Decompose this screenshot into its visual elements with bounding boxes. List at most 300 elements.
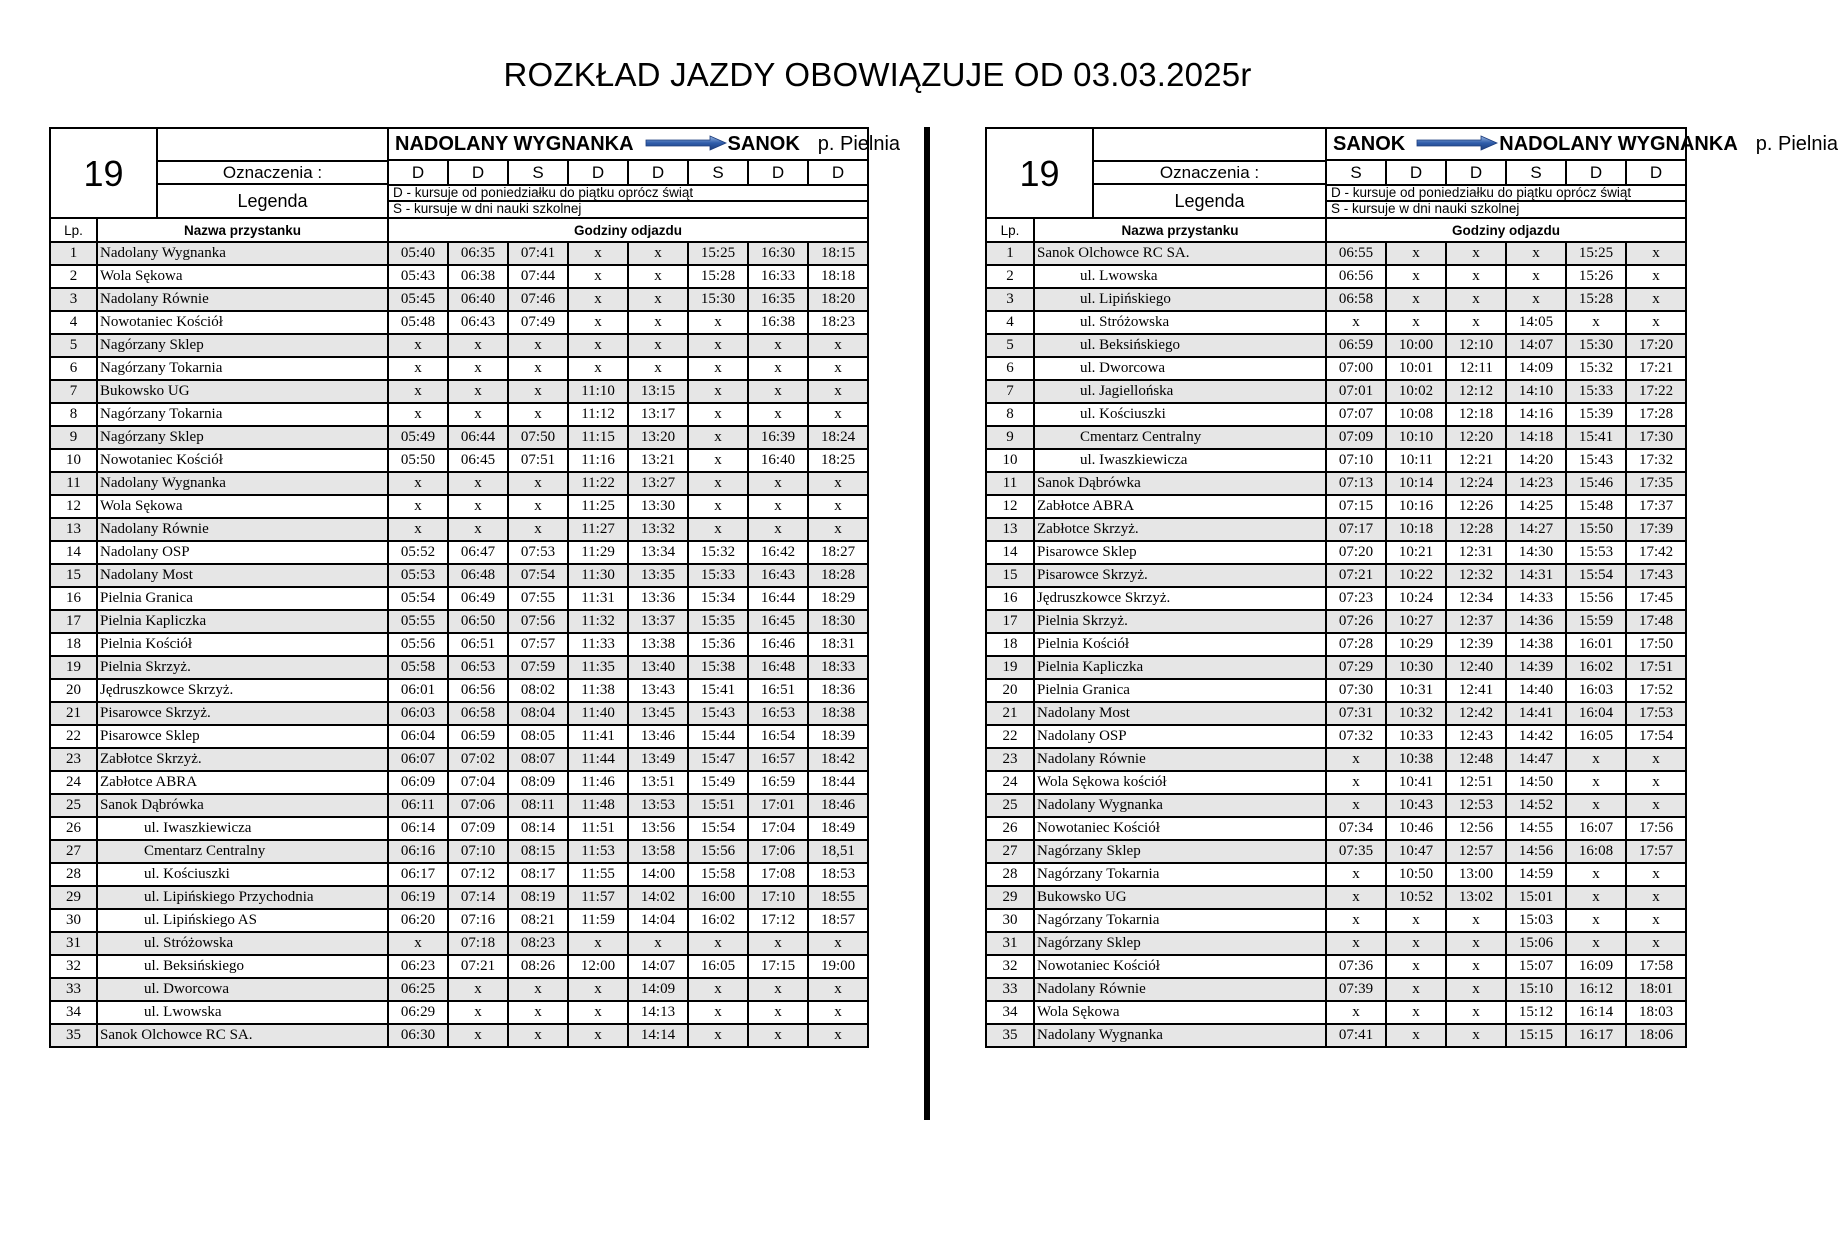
timetable-body: [50, 128, 901, 1047]
departure-time: 15:15: [1506, 1024, 1566, 1047]
legend-label: Legenda: [1174, 190, 1245, 211]
departure-time: 15:49: [688, 771, 748, 794]
departure-time: 14:33: [1506, 587, 1566, 610]
departure-time: 14:31: [1506, 564, 1566, 587]
stop-name: Pisarowce Sklep: [97, 725, 388, 748]
stop-name: ul. Iwaszkiewicza: [1034, 449, 1326, 472]
departure-time: x: [688, 380, 748, 403]
departure-time: 13:38: [628, 633, 688, 656]
departure-time: 13:45: [628, 702, 688, 725]
row-number: 29: [50, 886, 97, 909]
departure-time: x: [808, 1001, 868, 1024]
departure-time: 07:10: [448, 840, 508, 863]
departure-time: 06:09: [388, 771, 448, 794]
departure-time: 06:23: [388, 955, 448, 978]
departure-time: 15:07: [1506, 955, 1566, 978]
departure-time: x: [448, 334, 508, 357]
row-number: 2: [50, 265, 97, 288]
departure-time: 06:59: [1326, 334, 1386, 357]
row-number: 7: [986, 380, 1034, 403]
departure-time: 11:40: [568, 702, 628, 725]
departure-time: 15:25: [688, 242, 748, 265]
departure-time: x: [1566, 863, 1626, 886]
route-title: [1326, 128, 1838, 160]
departure-time: 15:32: [1566, 357, 1626, 380]
departure-time: x: [688, 334, 748, 357]
stop-name: Pielnia Kapliczka: [97, 610, 388, 633]
departure-time: 05:52: [388, 541, 448, 564]
stop-name: ul. Lwowska: [97, 1001, 388, 1024]
table-row: [986, 748, 1686, 771]
departure-time: 06:43: [448, 311, 508, 334]
table-row: [986, 288, 1686, 311]
departure-time: 05:53: [388, 564, 448, 587]
departure-time: 06:01: [388, 679, 448, 702]
col-lp: Lp.: [50, 218, 97, 242]
departure-time: x: [448, 978, 508, 1001]
departure-time: x: [1566, 932, 1626, 955]
row-number: 11: [50, 472, 97, 495]
departure-time: 14:59: [1506, 863, 1566, 886]
departure-time: 12:20: [1446, 426, 1506, 449]
departure-time: x: [448, 357, 508, 380]
departure-time: 13:49: [628, 748, 688, 771]
departure-time: 13:37: [628, 610, 688, 633]
departure-time: 15:54: [1566, 564, 1626, 587]
departure-time: 06:49: [448, 587, 508, 610]
departure-time: 15:43: [688, 702, 748, 725]
departure-time: 06:07: [388, 748, 448, 771]
departure-time: 16:35: [748, 288, 808, 311]
departure-time: 12:00: [568, 955, 628, 978]
departure-time: 15:33: [688, 564, 748, 587]
departure-time: 15:53: [1566, 541, 1626, 564]
departure-time: 05:48: [388, 311, 448, 334]
stop-name: ul. Stróżowska: [97, 932, 388, 955]
departure-time: 06:16: [388, 840, 448, 863]
table-row: [50, 725, 868, 748]
departure-time: 13:43: [628, 679, 688, 702]
departure-time: 10:31: [1386, 679, 1446, 702]
departure-time: 18:31: [808, 633, 868, 656]
table-row: [50, 909, 868, 932]
departure-time: 12:57: [1446, 840, 1506, 863]
departure-time: x: [1326, 886, 1386, 909]
departure-time: x: [748, 403, 808, 426]
departure-time: 18:44: [808, 771, 868, 794]
stop-name: Sanok Dąbrówka: [97, 794, 388, 817]
departure-time: 16:33: [748, 265, 808, 288]
departure-time: 05:45: [388, 288, 448, 311]
departure-time: 11:33: [568, 633, 628, 656]
departure-time: 10:47: [1386, 840, 1446, 863]
row-number: 31: [986, 932, 1034, 955]
departure-time: 07:23: [1326, 587, 1386, 610]
departure-time: 18:55: [808, 886, 868, 909]
table-row: [986, 426, 1686, 449]
departure-time: x: [748, 932, 808, 955]
departure-time: 18:46: [808, 794, 868, 817]
departure-time: 16:48: [748, 656, 808, 679]
departure-time: 07:55: [508, 587, 568, 610]
departure-time: 06:20: [388, 909, 448, 932]
row-number: 12: [50, 495, 97, 518]
departure-time: 10:52: [1386, 886, 1446, 909]
departure-time: 18:23: [808, 311, 868, 334]
route-title: [388, 128, 901, 160]
stop-name: Sanok Olchowce RC SA.: [97, 1024, 388, 1047]
departure-time: 13:02: [1446, 886, 1506, 909]
schedule-code: D: [628, 160, 688, 184]
departure-time: 15:12: [1506, 1001, 1566, 1024]
departure-time: 07:35: [1326, 840, 1386, 863]
stop-name: Bukowsko UG: [1034, 886, 1326, 909]
col-stop-name: Nazwa przystanku: [97, 218, 388, 242]
departure-time: x: [1326, 1001, 1386, 1024]
departure-time: 17:51: [1626, 656, 1686, 679]
departure-time: 14:36: [1506, 610, 1566, 633]
row-number: 14: [986, 541, 1034, 564]
departure-time: 14:25: [1506, 495, 1566, 518]
departure-time: 11:29: [568, 541, 628, 564]
col-stop-name: Nazwa przystanku: [1034, 218, 1326, 242]
departure-time: 15:33: [1566, 380, 1626, 403]
table-row: [986, 794, 1686, 817]
line-number: 19: [51, 129, 158, 217]
stop-name: Nowotaniec Kościół: [1034, 955, 1326, 978]
departure-time: 15:56: [688, 840, 748, 863]
departure-time: 18:53: [808, 863, 868, 886]
departure-time: x: [568, 334, 628, 357]
departure-time: 16:38: [748, 311, 808, 334]
departure-time: x: [688, 311, 748, 334]
departure-time: 08:26: [508, 955, 568, 978]
table-row: [50, 403, 868, 426]
departure-time: 14:52: [1506, 794, 1566, 817]
table-row: [50, 794, 868, 817]
departure-time: 06:44: [448, 426, 508, 449]
departure-time: x: [568, 932, 628, 955]
header-labels: [1094, 129, 1325, 217]
departure-time: 15:44: [688, 725, 748, 748]
table-row: [50, 863, 868, 886]
departure-time: 07:01: [1326, 380, 1386, 403]
row-number: 24: [986, 771, 1034, 794]
stop-name: Wola Sękowa: [97, 495, 388, 518]
departure-time: x: [688, 518, 748, 541]
departure-time: x: [388, 357, 448, 380]
departure-time: 07:07: [1326, 403, 1386, 426]
row-number: 4: [50, 311, 97, 334]
departure-time: 10:14: [1386, 472, 1446, 495]
row-number: 13: [50, 518, 97, 541]
departure-time: x: [748, 1024, 808, 1047]
departure-time: 18:29: [808, 587, 868, 610]
departure-time: 18:06: [1626, 1024, 1686, 1047]
departure-time: 17:50: [1626, 633, 1686, 656]
departure-time: x: [1386, 932, 1446, 955]
departure-time: x: [808, 357, 868, 380]
departure-time: 13:17: [628, 403, 688, 426]
row-number: 28: [50, 863, 97, 886]
departure-time: x: [1566, 886, 1626, 909]
row-number: 23: [50, 748, 97, 771]
row-number: 28: [986, 863, 1034, 886]
row-number: 21: [50, 702, 97, 725]
stop-name: Sanok Olchowce RC SA.: [1034, 242, 1326, 265]
stop-name: Nadolany Równie: [1034, 978, 1326, 1001]
departure-time: x: [628, 242, 688, 265]
departure-time: 14:50: [1506, 771, 1566, 794]
departure-time: 12:40: [1446, 656, 1506, 679]
departure-time: 18:57: [808, 909, 868, 932]
legend-d: D - kursuje od poniedziałku do piątku oprócz świąt: [1327, 186, 1685, 202]
departure-time: 14:07: [628, 955, 688, 978]
departure-time: 15:28: [1566, 288, 1626, 311]
departure-time: x: [1626, 909, 1686, 932]
departure-time: 16:57: [748, 748, 808, 771]
departure-time: x: [448, 472, 508, 495]
departure-time: x: [448, 1024, 508, 1047]
departure-time: 07:31: [1326, 702, 1386, 725]
table-row: [986, 242, 1686, 265]
table-row: [50, 955, 868, 978]
line-number-cell: [986, 128, 1326, 218]
departure-time: 18:28: [808, 564, 868, 587]
table-row: [986, 449, 1686, 472]
departure-time: 14:05: [1506, 311, 1566, 334]
center-divider: [924, 127, 930, 1120]
departure-time: 10:24: [1386, 587, 1446, 610]
row-number: 17: [986, 610, 1034, 633]
stop-name: Nadolany OSP: [97, 541, 388, 564]
stop-name: Nowotaniec Kościół: [1034, 817, 1326, 840]
table-row: [50, 679, 868, 702]
departure-time: x: [388, 472, 448, 495]
departure-time: 07:04: [448, 771, 508, 794]
departure-time: 15:30: [688, 288, 748, 311]
departure-time: x: [1566, 771, 1626, 794]
table-row: [986, 633, 1686, 656]
departure-time: 14:23: [1506, 472, 1566, 495]
row-number: 27: [50, 840, 97, 863]
departure-time: 15:28: [688, 265, 748, 288]
line-number-cell: [50, 128, 388, 218]
route-to: NADOLANY WYGNANKA: [1499, 132, 1738, 155]
departure-time: x: [388, 495, 448, 518]
row-number: 3: [986, 288, 1034, 311]
row-number: 11: [986, 472, 1034, 495]
stop-name: Bukowsko UG: [97, 380, 388, 403]
timetable-nadolany-to-sanok: [49, 127, 901, 1048]
legend-cell: [388, 185, 868, 219]
departure-time: x: [1446, 311, 1506, 334]
departure-time: x: [1626, 748, 1686, 771]
departure-time: x: [688, 978, 748, 1001]
row-number: 27: [986, 840, 1034, 863]
stop-name: Pielnia Skrzyż.: [1034, 610, 1326, 633]
departure-time: x: [508, 518, 568, 541]
departure-time: 18:33: [808, 656, 868, 679]
table-row: [50, 242, 868, 265]
departure-time: 06:29: [388, 1001, 448, 1024]
departure-time: 14:13: [628, 1001, 688, 1024]
departure-time: 05:49: [388, 426, 448, 449]
departure-time: 17:21: [1626, 357, 1686, 380]
row-number: 18: [50, 633, 97, 656]
stop-name: Nagórzany Tokarnia: [97, 357, 388, 380]
departure-time: 12:24: [1446, 472, 1506, 495]
departure-time: 12:31: [1446, 541, 1506, 564]
departure-time: x: [1626, 886, 1686, 909]
departure-time: x: [1566, 311, 1626, 334]
departure-time: 07:02: [448, 748, 508, 771]
timetable-body: [986, 128, 1838, 1047]
departure-time: x: [568, 311, 628, 334]
departure-time: x: [1626, 242, 1686, 265]
departure-time: 14:56: [1506, 840, 1566, 863]
departure-time: 18:18: [808, 265, 868, 288]
stop-name: ul. Jagiellońska: [1034, 380, 1326, 403]
table-row: [986, 610, 1686, 633]
departure-time: 12:21: [1446, 449, 1506, 472]
departure-time: 12:42: [1446, 702, 1506, 725]
departure-time: 07:18: [448, 932, 508, 955]
stop-name: Pisarowce Skrzyż.: [1034, 564, 1326, 587]
departure-time: 07:41: [1326, 1024, 1386, 1047]
table-row: [50, 357, 868, 380]
table-row: [50, 932, 868, 955]
table-row: [986, 472, 1686, 495]
departure-time: 17:48: [1626, 610, 1686, 633]
schedule-code: S: [688, 160, 748, 184]
departure-time: 17:28: [1626, 403, 1686, 426]
departure-time: 17:52: [1626, 679, 1686, 702]
stop-name: Zabłotce Skrzyż.: [97, 748, 388, 771]
departure-time: 11:15: [568, 426, 628, 449]
departure-time: 07:21: [1326, 564, 1386, 587]
departure-time: 13:58: [628, 840, 688, 863]
departure-time: x: [1566, 794, 1626, 817]
departure-time: 16:02: [688, 909, 748, 932]
table-row: [986, 909, 1686, 932]
departure-time: x: [448, 403, 508, 426]
table-row: [50, 288, 868, 311]
row-number: 26: [50, 817, 97, 840]
row-number: 33: [986, 978, 1034, 1001]
departure-time: 14:14: [628, 1024, 688, 1047]
departure-time: x: [448, 518, 508, 541]
departure-time: x: [1626, 265, 1686, 288]
stop-name: Zabłotce ABRA: [97, 771, 388, 794]
departure-time: x: [448, 1001, 508, 1024]
route-from: SANOK: [1333, 132, 1406, 155]
departure-time: 17:53: [1626, 702, 1686, 725]
row-number: 32: [50, 955, 97, 978]
departure-time: 18:27: [808, 541, 868, 564]
stop-name: Nagórzany Sklep: [97, 334, 388, 357]
departure-time: x: [628, 288, 688, 311]
departure-time: 11:22: [568, 472, 628, 495]
departure-time: x: [1386, 909, 1446, 932]
table-row: [50, 978, 868, 1001]
departure-time: 16:00: [688, 886, 748, 909]
departure-time: x: [688, 426, 748, 449]
departure-time: 11:30: [568, 564, 628, 587]
departure-time: 07:41: [508, 242, 568, 265]
table-row: [986, 771, 1686, 794]
departure-time: 18:24: [808, 426, 868, 449]
stop-name: ul. Kościuszki: [1034, 403, 1326, 426]
table-row: [986, 656, 1686, 679]
departure-time: 15:26: [1566, 265, 1626, 288]
departure-time: x: [1506, 242, 1566, 265]
departure-time: x: [568, 978, 628, 1001]
departure-time: 06:17: [388, 863, 448, 886]
departure-time: 13:20: [628, 426, 688, 449]
departure-time: 06:56: [448, 679, 508, 702]
departure-time: 17:04: [748, 817, 808, 840]
stop-name: Sanok Dąbrówka: [1034, 472, 1326, 495]
table-row: [50, 1001, 868, 1024]
route-header-row: [986, 128, 1686, 160]
departure-time: 17:10: [748, 886, 808, 909]
departure-time: 16:01: [1566, 633, 1626, 656]
departure-time: 07:28: [1326, 633, 1386, 656]
stop-name: ul. Kościuszki: [97, 863, 388, 886]
departure-time: 06:55: [1326, 242, 1386, 265]
row-number: 15: [986, 564, 1034, 587]
column-header-row: [50, 218, 868, 242]
departure-time: 16:54: [748, 725, 808, 748]
departure-time: 16:04: [1566, 702, 1626, 725]
departure-time: x: [808, 1024, 868, 1047]
stop-name: Nagórzany Sklep: [1034, 840, 1326, 863]
departure-time: x: [568, 265, 628, 288]
table-row: [986, 357, 1686, 380]
departure-time: x: [448, 495, 508, 518]
departure-time: 14:30: [1506, 541, 1566, 564]
departure-time: x: [508, 357, 568, 380]
departure-time: 10:00: [1386, 334, 1446, 357]
departure-time: 17:57: [1626, 840, 1686, 863]
stop-name: Nowotaniec Kościół: [97, 449, 388, 472]
departure-time: 11:59: [568, 909, 628, 932]
departure-time: 07:09: [448, 817, 508, 840]
departure-time: 11:51: [568, 817, 628, 840]
departure-time: 13:51: [628, 771, 688, 794]
departure-time: 07:54: [508, 564, 568, 587]
departure-time: x: [1326, 771, 1386, 794]
departure-time: 14:18: [1506, 426, 1566, 449]
departure-time: 10:21: [1386, 541, 1446, 564]
departure-time: 06:47: [448, 541, 508, 564]
departure-time: 12:43: [1446, 725, 1506, 748]
departure-time: 13:34: [628, 541, 688, 564]
table-row: [986, 978, 1686, 1001]
departure-time: 15:30: [1566, 334, 1626, 357]
row-number: 14: [50, 541, 97, 564]
departure-time: x: [388, 334, 448, 357]
departure-time: 11:25: [568, 495, 628, 518]
departure-time: 11:16: [568, 449, 628, 472]
departure-time: 07:34: [1326, 817, 1386, 840]
departure-time: 14:41: [1506, 702, 1566, 725]
departure-time: 07:56: [508, 610, 568, 633]
col-departure-times: Godziny odjazdu: [1326, 218, 1686, 242]
departure-time: x: [1626, 932, 1686, 955]
departure-time: 17:32: [1626, 449, 1686, 472]
